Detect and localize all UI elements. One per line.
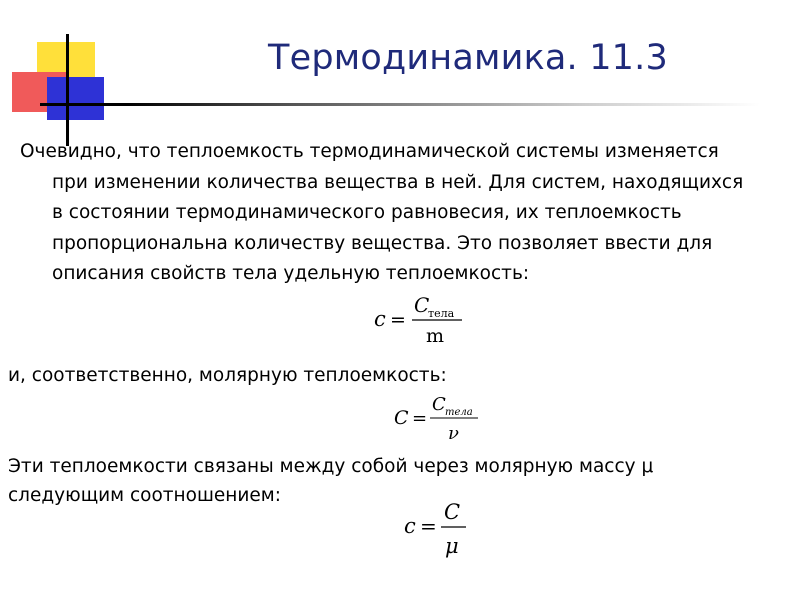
deco-vertical-line [66, 34, 69, 146]
formula-denominator: ν [448, 423, 459, 444]
deco-blue-square [47, 77, 104, 120]
formula-specific-heat [370, 290, 480, 350]
formula-lhs: C [394, 407, 409, 429]
formula-equals: = [390, 309, 406, 331]
intro-line: пропорциональна количеству вещества. Это позволяет ввести для [52, 232, 713, 254]
molar-heat-text: и, соответственно, молярную теплоемкость: [8, 365, 447, 386]
formula-denominator: μ [445, 534, 459, 558]
formula-denominator: m [426, 325, 445, 347]
formula-numerator: C [432, 394, 446, 415]
page-title: Термодинамика. 11.3 [268, 38, 668, 78]
intro-line: в состоянии термодинамического равновесия, их теплоемкость [52, 202, 682, 223]
formula-lhs: c [404, 514, 416, 538]
intro-line: Очевидно, что теплоемкость термодинамической системы изменяется [20, 141, 719, 162]
formula-numerator: C [414, 293, 430, 317]
formula-molar-heat [390, 394, 500, 449]
relation-line: Эти теплоемкости связаны между собой через молярную массу μ [8, 456, 654, 477]
formula-lhs: c [374, 307, 386, 331]
intro-line: описания свойств тела удельную теплоемкость: [52, 263, 530, 284]
intro-paragraph [20, 137, 780, 290]
formula-numerator-subscript: тела [445, 407, 473, 418]
relation-line: следующим соотношением: [8, 485, 281, 506]
formula-numerator-subscript: тела [428, 307, 455, 320]
formula-equals: = [412, 408, 428, 429]
title-divider [40, 103, 760, 106]
formula-numerator: C [444, 500, 461, 524]
relation-paragraph [8, 452, 653, 510]
formula-equals: = [420, 514, 437, 538]
intro-line: при изменении количества вещества в ней. Для систем, находящихся [52, 171, 744, 193]
formula-relation [400, 495, 480, 565]
